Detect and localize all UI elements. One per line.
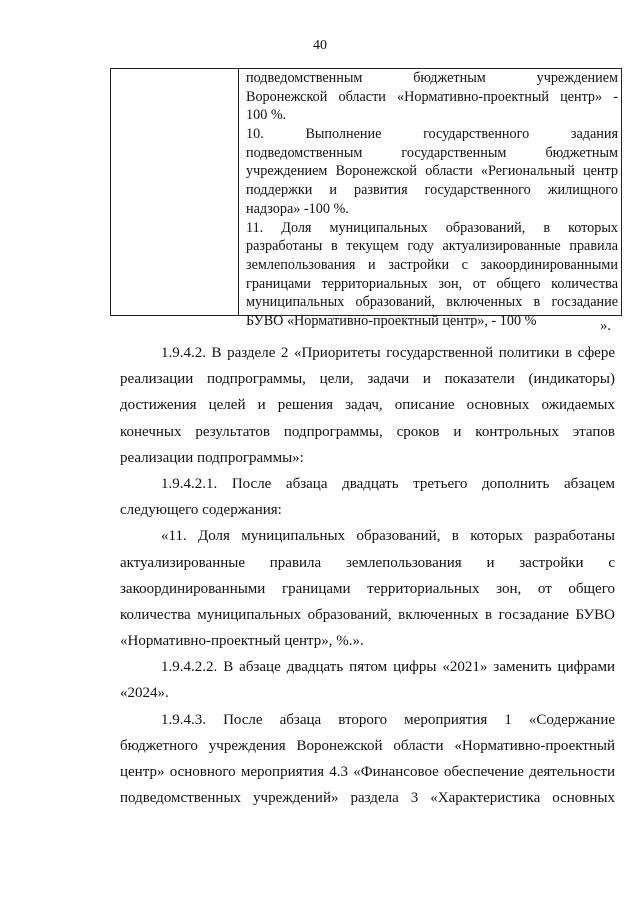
table-line: подведомственным государственным бюджетным bbox=[246, 144, 618, 161]
table-line: муниципальных образований, включенных в госзадание bbox=[246, 294, 618, 311]
table-line: Воронежской области «Нормативно-проектный центр» - bbox=[246, 88, 618, 105]
paragraph-line: 1.9.4.3. После абзаца второго мероприятия 1 «Содержание bbox=[161, 711, 615, 728]
table-line: разработаны в текущем году актуализированные правила bbox=[246, 238, 618, 255]
table-line: подведомственным бюджетным учреждением bbox=[246, 70, 618, 86]
table-line: 11. Доля муниципальных образований, в которых bbox=[246, 219, 618, 236]
paragraph-line: центр» основного мероприятия 4.3 «Финансовое обеспечение деятельности bbox=[120, 764, 615, 780]
table-line: учреждением Воронежской области «Региональный центр bbox=[246, 163, 618, 180]
table-line: 100 %. bbox=[246, 107, 287, 124]
paragraph-line: достижения целей и решения задач, описание основных ожидаемых bbox=[120, 397, 615, 414]
table-column-divider bbox=[238, 69, 239, 315]
table-line: поддержки и развития государственного жилищного bbox=[246, 182, 618, 199]
paragraph-line: бюджетного учреждения Воронежской области «Нормативно-проектный bbox=[120, 737, 615, 754]
paragraph-line: «Нормативно-проектный центр», %.». bbox=[120, 633, 364, 650]
page-number: 40 bbox=[313, 38, 327, 53]
paragraph-line: количества муниципальных образований, включенных в госзадание БУВО bbox=[120, 606, 615, 623]
paragraph-line: реализации подпрограммы, цели, задачи и показатели (индикаторы) bbox=[120, 371, 615, 388]
body-text bbox=[120, 340, 615, 811]
table-continuation bbox=[110, 68, 622, 329]
paragraph-line: 1.9.4.2. В разделе 2 «Приоритеты государственной политики в сфере bbox=[161, 345, 615, 361]
paragraph-line: конечных результатов подпрограммы, сроков и контрольных этапов bbox=[120, 423, 615, 440]
paragraph-line: следующего содержания: bbox=[120, 502, 282, 519]
paragraph-line: актуализированные правила землепользования и застройки с bbox=[120, 554, 615, 571]
paragraph-line: подведомственных учреждений» раздела 3 «Характеристика основных bbox=[120, 790, 615, 807]
paragraph-line: реализации подпрограммы»: bbox=[120, 449, 304, 466]
paragraph-line: «2024». bbox=[120, 685, 169, 702]
table-line: 10. Выполнение государственного задания bbox=[246, 126, 618, 143]
paragraph-line: «11. Доля муниципальных образований, в которых разработаны bbox=[161, 528, 615, 545]
paragraph-line: закоординированными границами территориальных зон, от общего bbox=[120, 580, 615, 597]
table-line: землепользования и застройки с закоординированными bbox=[246, 256, 618, 273]
closing-quote: ». bbox=[600, 318, 611, 334]
table-line: надзора» -100 %. bbox=[246, 200, 349, 217]
paragraph-line: 1.9.4.2.1. После абзаца двадцать третьего дополнить абзацем bbox=[161, 475, 615, 492]
table-cell-text bbox=[246, 69, 618, 331]
table-line: границами территориальных зон, от общего количества bbox=[246, 275, 618, 292]
table-line: БУВО «Нормативно-проектный центр», - 100 % bbox=[246, 312, 537, 329]
paragraph-line: 1.9.4.2.2. В абзаце двадцать пятом цифры «2021» заменить цифрами bbox=[161, 659, 615, 676]
